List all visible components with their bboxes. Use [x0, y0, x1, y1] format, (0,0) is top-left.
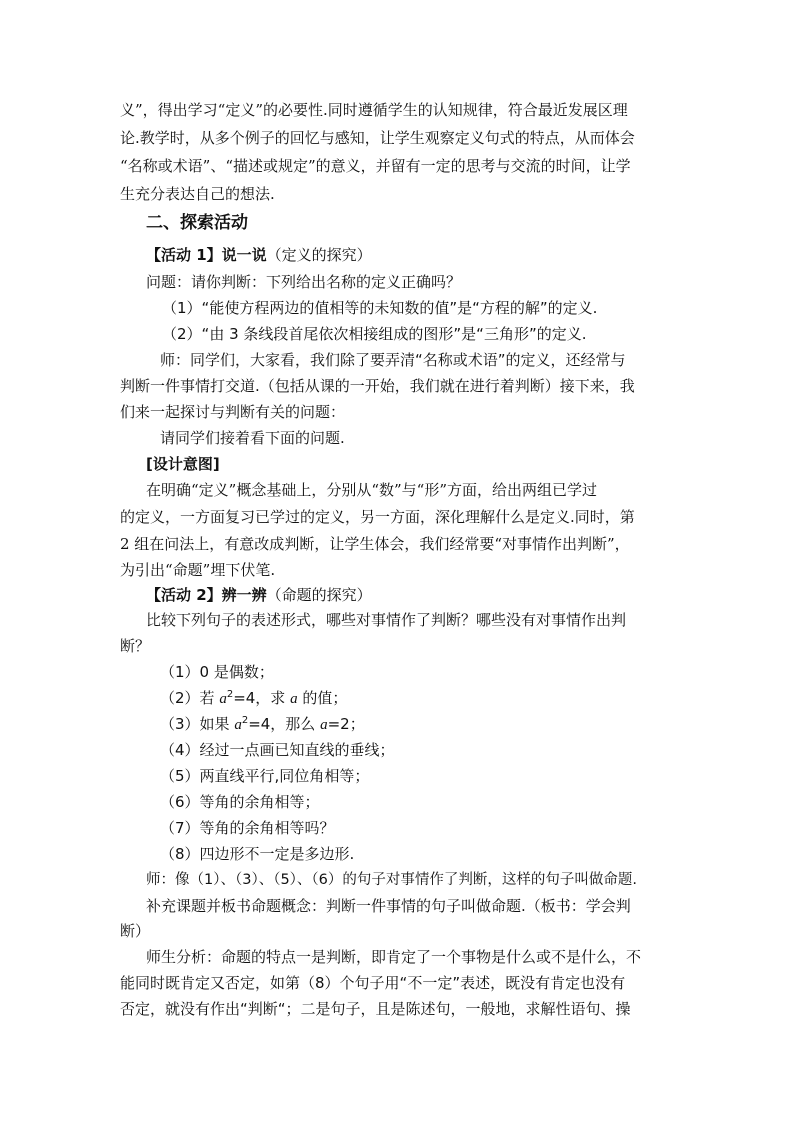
intro-line-3: “名称或术语”、“描述或规定”的意义，并留有一定的思考与交流的时间，让学 — [120, 157, 631, 175]
supplement-line-1: 补充课题并板书命题概念：判断一件事情的句子叫做命题.（板书：学会判 — [146, 897, 631, 915]
activity1-note: （定义的探究） — [266, 246, 372, 264]
analysis-line-1: 师生分析：命题的特点一是判断，即肯定了一个事物是什么或不是什么，不 — [146, 948, 642, 966]
analysis-line-2: 能同时既肯定又否定，如第（8）个句子用“不一定”表述，既没有肯定也没有 — [120, 974, 626, 992]
activity2-note: （命题的探究） — [266, 586, 372, 604]
activity2-item-1: （1）0 是偶数； — [160, 663, 274, 681]
design-label: [设计意图] — [146, 455, 220, 473]
section-title: 二、探索活动 — [146, 213, 248, 233]
activity1-heading — [146, 245, 372, 265]
activity1-question: 问题：请你判断：下列给出名称的定义正确吗？ — [146, 273, 462, 291]
activity2-teacher-line: 师：像（1）、（3）、（5）、（6）的句子对事情作了判断，这样的句子叫做命题. — [146, 872, 638, 888]
teacher-line-4: 请同学们接着看下面的问题. — [160, 429, 345, 447]
activity2-item-4: （4）经过一点画已知直线的垂线； — [160, 741, 395, 759]
activity2-label: 【活动 2】辨一辨 — [146, 586, 267, 604]
activity2-question-2: 断？ — [120, 637, 151, 655]
design-line-4: 为引出“命题”埋下伏笔. — [120, 561, 276, 579]
teacher-line-2: 判断一件事情打交道.（包括从课的一开始，我们就在进行着判断）接下来，我 — [120, 377, 635, 395]
teacher-line-3: 们来一起探讨与判断有关的问题： — [120, 403, 346, 421]
activity1-item-1: （1）“能使方程两边的值相等的未知数的值”是“方程的解”的定义. — [162, 299, 598, 317]
teacher-line-1: 师：同学们，大家看，我们除了要弄清“名称或术语”的定义，还经常与 — [160, 351, 626, 369]
activity2-question-1: 比较下列句子的表述形式，哪些对事情作了判断？哪些没有对事情作出判 — [146, 611, 627, 629]
activity2-item-8: （8）四边形不一定是多边形. — [160, 845, 355, 863]
design-line-1: 在明确“定义”概念基础上，分别从“数”与“形”方面，给出两组已学过 — [146, 481, 598, 499]
intro-line-1: 义”，得出学习“定义”的必要性.同时遵循学生的认知规律，符合最近发展区理 — [120, 101, 628, 119]
analysis-line-3: 否定，就没有作出“判断“；二是句子，且是陈述句，一般地，求解性语句、操 — [120, 1000, 631, 1018]
supplement-line-2: 断） — [120, 922, 151, 940]
activity1-label: 【活动 1】说一说 — [146, 246, 267, 264]
intro-line-2: 论.教学时，从多个例子的回忆与感知，让学生观察定义句式的特点，从而体会 — [120, 129, 635, 147]
activity2-item-7: （7）等角的余角相等吗？ — [160, 819, 335, 837]
design-line-3: 2 组在问法上，有意改成判断，让学生体会，我们经常要“对事情作出判断”， — [120, 535, 630, 553]
intro-line-4: 生充分表达自己的想法. — [120, 185, 275, 203]
activity2-item-3: （3）如果 $a^2=4$，那么 a=2； — [160, 715, 365, 733]
design-line-2: 的定义，一方面复习已学过的定义，另一方面，深化理解什么是定义.同时，第 — [120, 508, 635, 526]
activity1-item-2: （2）“由 3 条线段首尾依次相接组成的图形”是“三角形”的定义. — [162, 325, 587, 343]
activity2-heading — [146, 585, 372, 605]
activity2-item-2: （2）若 $a^2=4$，求 a 的值； — [160, 689, 348, 707]
activity2-item-5: （5）两直线平行,同位角相等； — [160, 767, 370, 785]
activity2-item-6: （6）等角的余角相等； — [160, 793, 320, 811]
